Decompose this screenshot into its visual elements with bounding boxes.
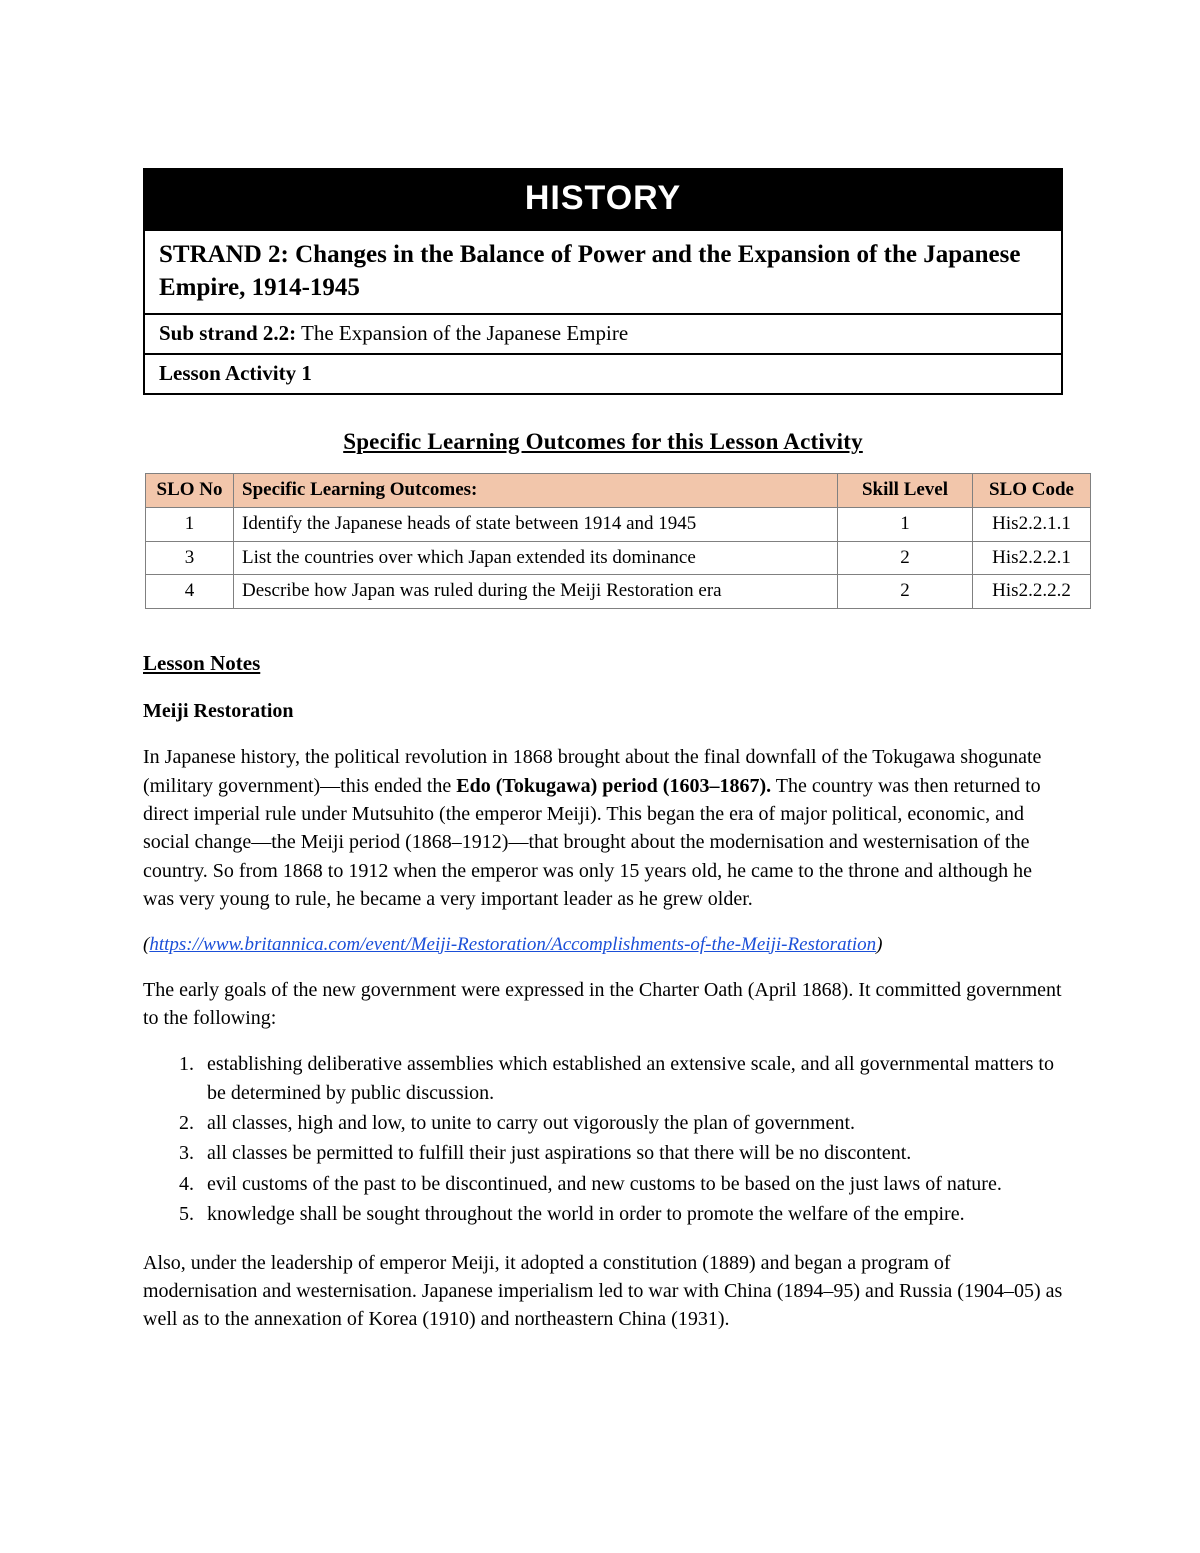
sub-strand-label: Sub strand 2.2:	[159, 321, 297, 345]
paragraph-charter-oath-intro: The early goals of the new government were expressed in the Charter Oath (April 1868). It committed government to the following:	[143, 978, 1062, 1029]
table-row	[144, 230, 1062, 314]
list-item: 3. all classes be permitted to fulfill their just aspirations so that there will be no discontent.	[199, 1139, 1063, 1167]
cell-slo-code: His2.2.2.2	[973, 575, 1091, 609]
table-row	[144, 169, 1062, 230]
source-citation	[143, 934, 1063, 956]
header-table	[143, 168, 1063, 395]
cell-outcome: Identify the Japanese heads of state between 1914 and 1945	[234, 507, 838, 541]
list-item: 1. establishing deliberative assemblies which established an extensive scale, and all governmental matters to be determined by public discussion.	[199, 1050, 1063, 1107]
cell-slo-code: His2.2.1.1	[973, 507, 1091, 541]
paragraph-part-a: In Japanese history, the political revolution in 1868 brought about the final downfall of the Tokugawa shogunate (military government)—this ended the	[143, 746, 1042, 797]
column-header-skill-level: Skill Level	[838, 474, 973, 508]
cell-skill-level: 2	[838, 541, 973, 575]
cell-skill-level: 1	[838, 507, 973, 541]
cell-outcome: Describe how Japan was ruled during the Meiji Restoration era	[234, 575, 838, 609]
lesson-activity-cell: Lesson Activity 1	[144, 354, 1062, 394]
table-row	[146, 575, 1091, 609]
paragraph-part-bold: Edo (Tokugawa) period (1603–1867).	[456, 774, 772, 797]
table-header-row	[146, 474, 1091, 508]
britannica-source-link[interactable]: https://www.britannica.com/event/Meiji-Restoration/Accomplishments-of-the-Meiji-Restoration	[149, 933, 877, 955]
list-item: 2. all classes, high and low, to unite to carry out vigorously the plan of government.	[199, 1109, 1063, 1137]
cell-slo-no: 3	[146, 541, 234, 575]
slo-heading: Specific Learning Outcomes for this Lesson Activity	[343, 429, 863, 454]
column-header-slo-code: SLO Code	[973, 474, 1091, 508]
cell-skill-level: 2	[838, 575, 973, 609]
strand-cell	[144, 230, 1062, 314]
slo-table	[145, 473, 1091, 609]
strand-label: STRAND 2:	[159, 241, 289, 268]
strand-text: Changes in the Balance of Power and the Expansion of the Japanese Empire, 1914-1945	[159, 241, 1021, 301]
table-row	[144, 354, 1062, 394]
page-title: HISTORY	[144, 169, 1062, 230]
sub-strand-text: The Expansion of the Japanese Empire	[301, 321, 629, 345]
paragraph-meiji-overview	[143, 743, 1063, 913]
paragraph-meiji-legacy: Also, under the leadership of emperor Meiji, it adopted a constitution (1889) and began a program of modernisation and westernisation. Japanese imperialism led to war with China (1894–95) and Russia (1904–05) as well as to the annexation of Korea (1910) and northeastern China (1931).	[143, 1251, 1063, 1331]
paren-close: )	[876, 933, 883, 955]
cell-outcome: List the countries over which Japan extended its dominance	[234, 541, 838, 575]
meiji-restoration-subheading: Meiji Restoration	[143, 700, 294, 723]
charter-oath-list	[143, 1050, 1063, 1228]
table-row	[146, 541, 1091, 575]
sub-strand-cell	[144, 314, 1062, 354]
cell-slo-no: 1	[146, 507, 234, 541]
column-header-slo-no: SLO No	[146, 474, 234, 508]
cell-slo-code: His2.2.2.1	[973, 541, 1091, 575]
cell-slo-no: 4	[146, 575, 234, 609]
list-item: 5. knowledge shall be sought throughout the world in order to promote the welfare of the empire.	[199, 1200, 1063, 1228]
paragraph-part-c: The country was then returned to direct imperial rule under Mutsuhito (the emperor Meiji). This began the era of major political, economic, and social change—the Meiji period (1868–1912)—that brought about the modernisation and westernisation of the country. So from 1868 to 1912 when the emperor was only 15 years old, he came to the throne and although he was very young to rule, he became a very important leader as he grew older.	[143, 774, 1041, 911]
document-content	[143, 168, 1074, 1334]
table-row	[146, 507, 1091, 541]
column-header-outcomes: Specific Learning Outcomes:	[234, 474, 838, 508]
list-item: 4. evil customs of the past to be discontinued, and new customs to be based on the just laws of nature.	[199, 1170, 1063, 1198]
lesson-notes-heading: Lesson Notes	[143, 651, 261, 676]
table-row	[144, 314, 1062, 354]
paren-open: (	[143, 933, 150, 955]
